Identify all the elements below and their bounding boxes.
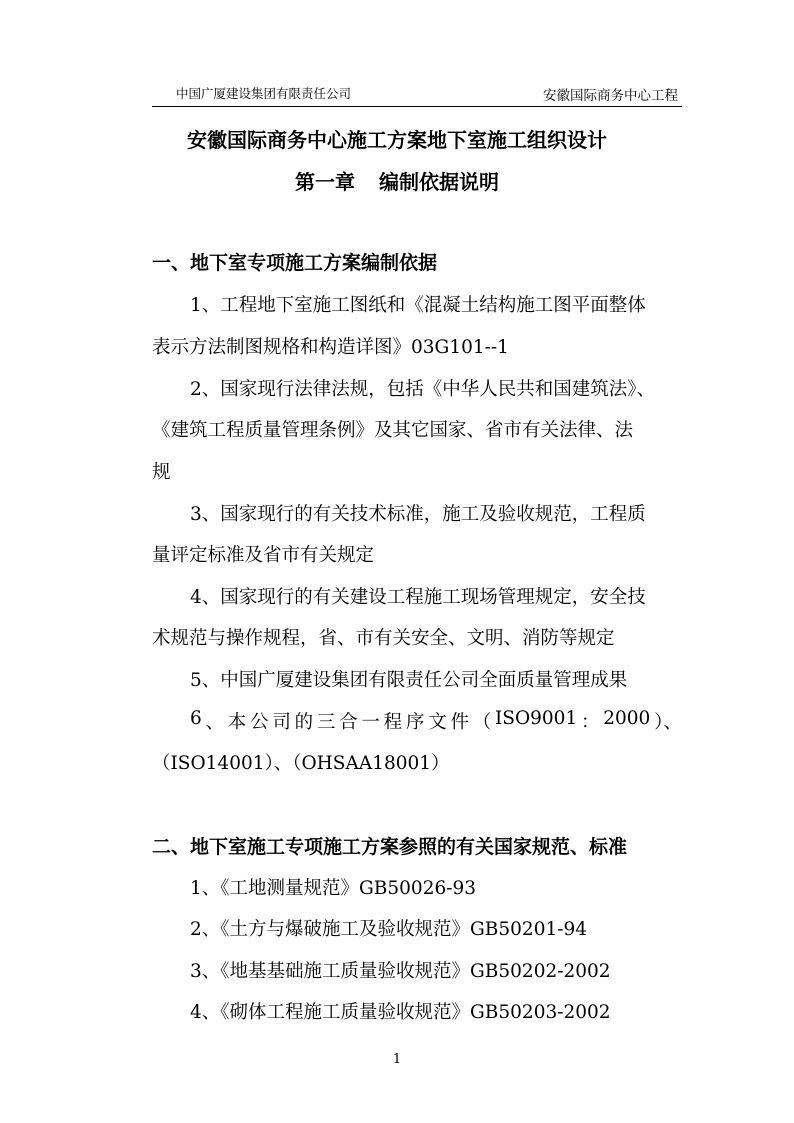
header-rule: [152, 106, 682, 107]
item6-part: 6: [190, 708, 202, 729]
item6-part: 2000: [603, 708, 651, 729]
header-company: 中国广厦建设集团有限责任公司: [176, 86, 352, 101]
item4-line1: 4、国家现行的有关建设工程施工现场管理规定，安全技: [190, 587, 646, 608]
chapter-title: [0, 166, 794, 195]
item6-part: ）、: [654, 712, 682, 733]
standard-item: 4、《砌体工程施工质量验收规范》GB50203-2002: [190, 1002, 611, 1023]
item6-line1: [190, 708, 682, 734]
section2-heading: 二、地下室施工专项施工方案参照的有关国家规范、标准: [152, 836, 628, 858]
item6-part: ：: [580, 712, 600, 733]
item3-line1: 3、国家现行的有关技术标准，施工及验收规范，工程质: [190, 504, 646, 525]
item6-part: 序: [405, 712, 425, 733]
header-project: 安徽国际商务中心工程: [543, 88, 678, 104]
item6-part: 本: [227, 712, 247, 733]
item6-part: 合: [339, 712, 358, 733]
chapter-name: 编制依据说明: [379, 170, 499, 194]
item6-part: 三: [316, 712, 336, 733]
item6-part: （: [472, 712, 492, 733]
item6-part: 、: [205, 712, 225, 733]
item6-part: 司: [272, 712, 291, 733]
section1-heading: 一、地下室专项施工方案编制依据: [152, 252, 438, 274]
item6-part: 一: [361, 712, 380, 733]
item6-part: 文: [428, 712, 447, 733]
item4-line2: 术规范与操作规程，省、市有关安全、文明、消防等规定: [152, 628, 615, 649]
item3-line2: 量评定标准及省市有关规定: [152, 545, 375, 566]
item6-part: 件: [450, 712, 469, 733]
item6-part: 的: [294, 712, 314, 733]
item1-line2: 表示方法制图规格和构造详图》03G101--1: [152, 337, 509, 358]
document-title: 安徽国际商务中心施工方案地下室施工组织设计: [187, 128, 607, 152]
item2-line3: 规: [152, 462, 171, 483]
chapter-number: 第一章: [295, 170, 355, 194]
item6-part: 程: [383, 712, 403, 733]
page-header: [152, 84, 682, 106]
item2-line2: 《建筑工程质量管理条例》及其它国家、省市有关法律、法: [152, 420, 634, 441]
item6-line2: （ISO14001）、（OHSAA18001）: [152, 753, 450, 774]
page-number: 1: [392, 1052, 402, 1067]
item2-line1: 2、国家现行法律法规，包括《中华人民共和国建筑法》、: [190, 379, 656, 400]
standard-item: 2、《土方与爆破施工及验收规范》GB50201-94: [190, 919, 588, 940]
item5-line1: 5、中国广厦建设集团有限责任公司全面质量管理成果: [190, 670, 628, 691]
item6-part: ISO9001: [494, 708, 578, 729]
standard-item: 3、《地基基础施工质量验收规范》GB50202-2002: [190, 961, 611, 982]
item6-part: 公: [250, 712, 269, 733]
item1-line1: 1、工程地下室施工图纸和《混凝土结构施工图平面整体: [190, 295, 646, 316]
standard-item: 1、《工地测量规范》GB50026-93: [190, 878, 477, 899]
